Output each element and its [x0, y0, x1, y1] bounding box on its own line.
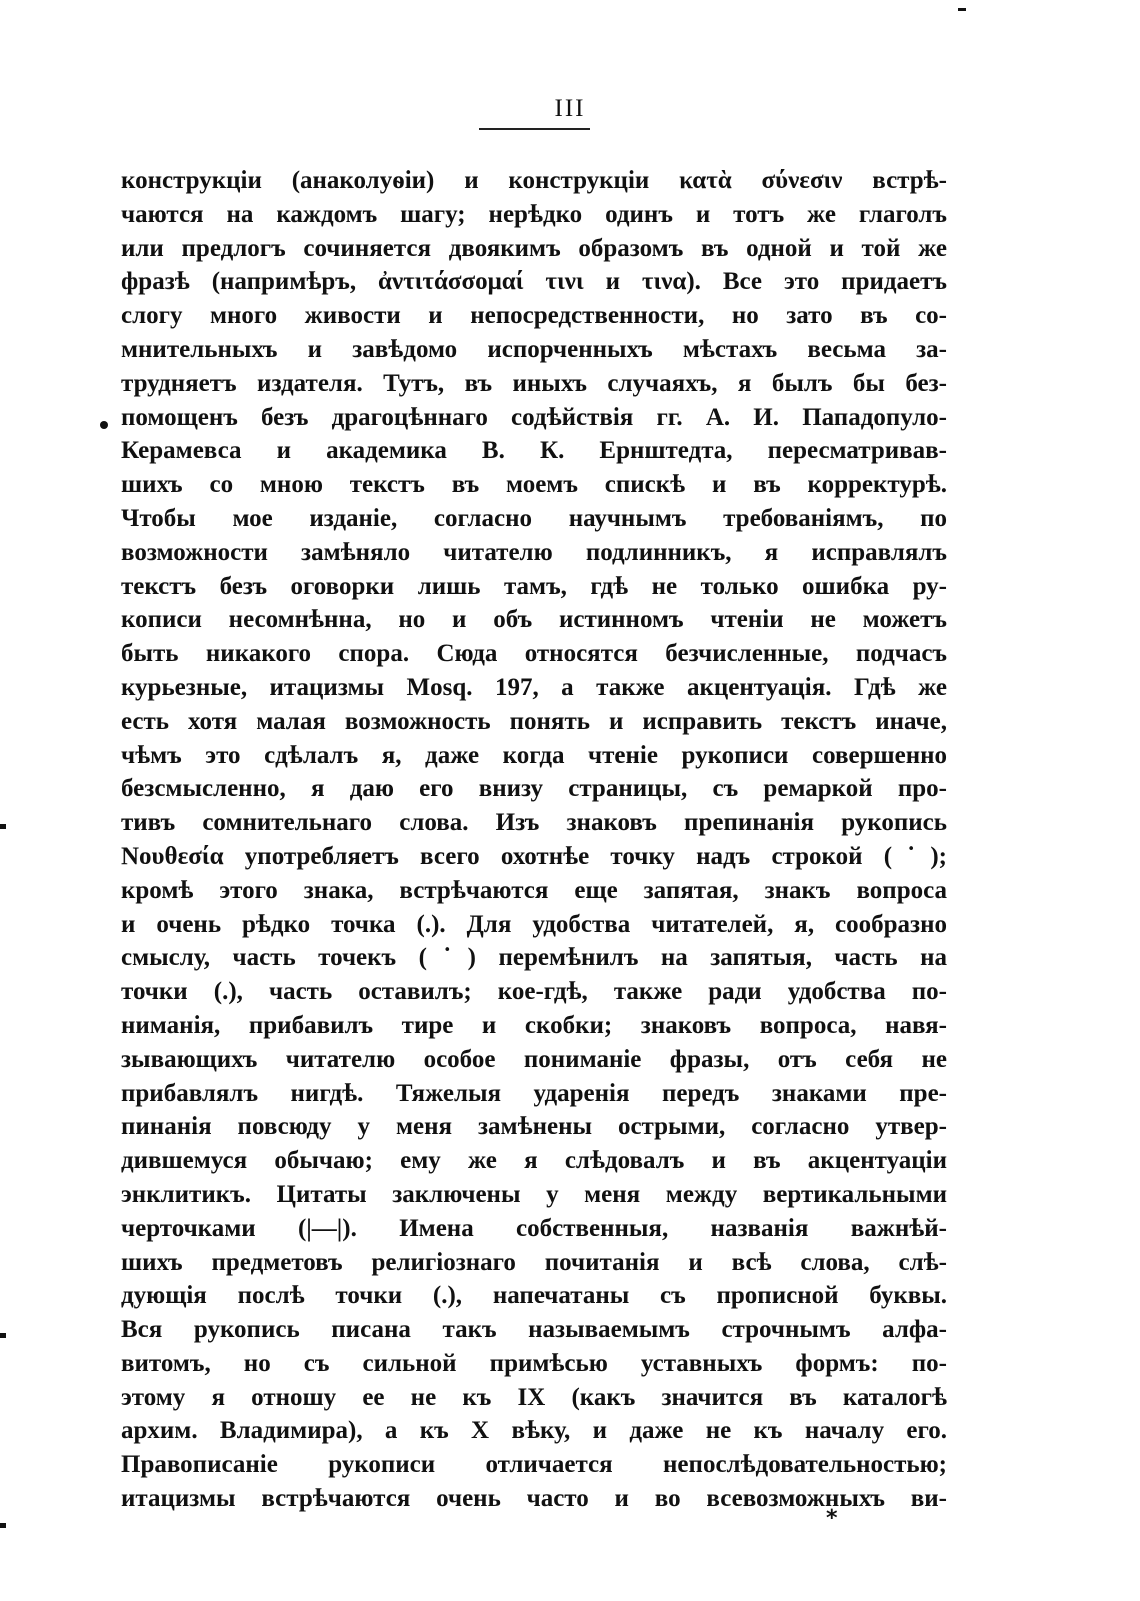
page-number: III [554, 95, 586, 122]
text-line: чѣмъ это сдѣлалъ я, даже когда чтеніе рукописи совершенно [121, 741, 947, 769]
text-line: витомъ, но съ сильной примѣсью уставныхъ формъ: по- [121, 1349, 947, 1377]
text-line: архим. Владимира), а къ X вѣку, и даже не къ началу его. [121, 1417, 947, 1445]
text-line: черточками (|—|). Имена собственныя, названія важнѣй- [121, 1214, 947, 1242]
text-line: шихъ предметовъ религіознаго почитанія и всѣ слова, слѣ- [121, 1248, 947, 1276]
margin-bullet [100, 421, 108, 429]
text-line: кописи несомнѣнна, но и объ истинномъ чтеніи не можетъ [121, 606, 947, 634]
scan-mark-left-2 [0, 1333, 6, 1338]
text-line: этому я отношу ее не къ IX (какъ значится въ каталогѣ [121, 1383, 947, 1411]
text-line: энклитикъ. Цитаты заключены у меня между вертикальными [121, 1180, 947, 1208]
text-line: точки (.), часть оставилъ; кое-гдѣ, также ради удобства по- [121, 978, 947, 1006]
text-line: есть хотя малая возможность понять и исправить текстъ иначе, [121, 707, 947, 735]
page-number-rule [479, 128, 590, 130]
text-line: возможности замѣняло читателю подлинникъ, я исправлялъ [121, 538, 947, 566]
scan-mark-top-right [958, 8, 966, 11]
text-line: зывающихъ читателю особое пониманіе фразы, отъ себя не [121, 1045, 947, 1073]
text-line: ниманія, прибавилъ тире и скобки; знаковъ вопроса, навя- [121, 1011, 947, 1039]
text-line: кромѣ этого знака, встрѣчаются еще запятая, знакъ вопроса [121, 876, 947, 904]
text-line: шихъ со мною текстъ въ моемъ спискѣ и въ корректурѣ. [121, 471, 947, 499]
text-line: чаются на каждомъ шагу; нерѣдко одинъ и тотъ же глаголъ [121, 200, 947, 228]
text-line: тивъ сомнительнаго слова. Изъ знаковъ препинанія рукопись [121, 809, 947, 837]
text-line: Правописаніе рукописи отличается непослѣдовательностью; [121, 1451, 947, 1479]
text-line: трудняетъ издателя. Тутъ, въ иныхъ случаяхъ, я былъ бы без- [121, 369, 947, 397]
text-line: Вся рукопись писана такъ называемымъ строчнымъ алфа- [121, 1316, 947, 1344]
text-line: и очень рѣдко точка (.). Для удобства читателей, я, сообразно [121, 910, 947, 938]
text-line: курьезные, итацизмы Mosq. 197, а также акцентуація. Гдѣ же [121, 673, 947, 701]
text-line: Νουθεσία употребляетъ всего охотнѣе точку надъ строкой (˙); [121, 842, 947, 870]
text-line: слогу много живости и непосредственности, но зато въ со- [121, 302, 947, 330]
text-line: фразѣ (напримѣръ, ἀντιτάσσομαί τινι и τινα). Все это придаетъ [121, 268, 947, 296]
text-line: мнительныхъ и завѣдомо испорченныхъ мѣстахъ весьма за- [121, 335, 947, 363]
text-line: дившемуся обычаю; ему же я слѣдовалъ и въ акцентуаціи [121, 1147, 947, 1175]
text-line: пинанія повсюду у меня замѣнены острыми, согласно утвер- [121, 1113, 947, 1141]
text-line: или предлогъ сочиняется двоякимъ образомъ въ одной и той же [121, 234, 947, 262]
text-line: быть никакого спора. Сюда относятся безчисленные, подчасъ [121, 640, 947, 668]
text-line: итацизмы встрѣчаются очень часто и во всевозможныхъ ви- [121, 1485, 947, 1513]
text-line: смыслу, часть точекъ (˙) перемѣнилъ на запятыя, часть на [121, 944, 947, 972]
text-line: прибавлялъ нигдѣ. Тяжелыя ударенія передъ знаками пре- [121, 1079, 947, 1107]
text-line: текстъ безъ оговорки лишь тамъ, гдѣ не только ошибка ру- [121, 572, 947, 600]
scan-mark-left-3 [0, 1523, 6, 1528]
scan-mark-left-1 [0, 824, 6, 829]
text-line: помощенъ безъ драгоцѣннаго содѣйствія гг. А. И. Пападопуло- [121, 403, 947, 431]
text-line: Чтобы мое изданіе, согласно научнымъ требованіямъ, по [121, 504, 947, 532]
text-line: безсмысленно, я даю его внизу страницы, съ ремаркой про- [121, 775, 947, 803]
footer-asterisk: * [826, 1506, 838, 1531]
text-line: дующія послѣ точки (.), напечатаны съ прописной буквы. [121, 1282, 947, 1310]
body-text [121, 164, 947, 1516]
text-line: конструкціи (анаколуѳіи) и конструкціи κατὰ σύνεσιν встрѣ- [121, 167, 947, 194]
text-line: Керамевса и академика В. К. Ернштедта, пересматривав- [121, 437, 947, 465]
